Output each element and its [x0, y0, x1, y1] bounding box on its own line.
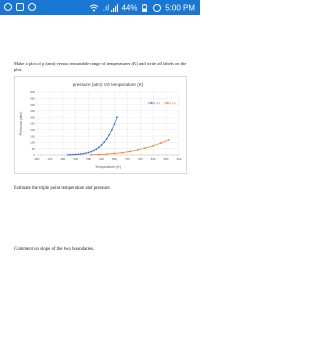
data-point-s-l	[98, 146, 100, 148]
legend-marker-l-v	[167, 102, 169, 104]
chart-title: pressure (atm) VS temperature (K)	[72, 82, 144, 87]
data-point-s-l	[85, 152, 87, 154]
data-point-s-l	[75, 154, 77, 156]
series-line-l-v	[91, 140, 168, 155]
comment-instruction: Comment on slope of the two boundaries.	[14, 247, 95, 252]
data-point-s-l	[93, 150, 95, 152]
x-tick-label: 880	[163, 157, 169, 161]
whatsapp-icon	[4, 3, 12, 11]
data-point-s-l	[101, 144, 103, 146]
chart-svg	[15, 77, 188, 175]
legend-label-l-v: l-v	[172, 101, 176, 106]
estimate-instruction: Estimate the triple point temperature and pressure.	[14, 186, 111, 191]
x-tick-label: 430	[47, 157, 53, 161]
data-point-l-v	[121, 152, 123, 154]
data-point-s-l	[88, 152, 90, 154]
y-tick-label: 300	[30, 115, 35, 120]
system-status	[89, 3, 195, 12]
x-tick-label: 730	[124, 157, 130, 161]
data-point-l-v	[106, 153, 108, 155]
data-point-l-v	[152, 145, 154, 147]
data-point-s-l	[95, 148, 97, 150]
y-tick-label: 350	[30, 109, 35, 114]
x-tick-label: 380	[34, 157, 40, 161]
plot-instruction: Make a plot of p (atm) versus reasonable range of temperatures (K) and write all labels on the plot.	[14, 61, 187, 73]
data-point-s-l	[108, 134, 110, 136]
x-tick-label: 780	[137, 157, 143, 161]
data-point-s-l	[67, 154, 69, 156]
data-point-l-v	[129, 151, 131, 153]
y-tick-label: 0	[33, 153, 35, 158]
legend-marker-s-l	[151, 102, 153, 104]
data-point-s-l	[114, 123, 116, 125]
y-tick-label: 100	[30, 140, 35, 145]
alarm-icon	[153, 4, 161, 12]
x-tick-label: 930	[176, 157, 182, 161]
data-point-l-v	[137, 149, 139, 151]
data-point-l-v	[145, 147, 147, 149]
data-point-s-l	[111, 129, 113, 131]
y-tick-label: 250	[30, 121, 35, 126]
battery-percent: 44%	[121, 3, 138, 13]
y-tick-label: 200	[30, 128, 35, 132]
data-point-s-l	[83, 153, 85, 155]
instagram-icon	[16, 3, 24, 11]
y-tick-label: 450	[30, 96, 35, 101]
signal-strength: .ıl	[102, 3, 110, 13]
data-point-s-l	[116, 116, 118, 118]
data-point-l-v	[160, 142, 162, 144]
data-point-s-l	[80, 153, 82, 155]
data-point-l-v	[90, 154, 92, 156]
x-axis-label: Temperature (K)	[95, 165, 121, 169]
data-point-s-l	[72, 154, 74, 156]
data-point-s-l	[90, 151, 92, 153]
data-point-l-v	[114, 153, 116, 155]
notification-icons	[4, 3, 38, 12]
data-point-l-v	[98, 154, 100, 156]
data-point-s-l	[103, 141, 105, 143]
data-point-s-l	[70, 154, 72, 156]
clock-time: 5:00 PM	[165, 3, 195, 13]
x-tick-label: 680	[112, 157, 117, 161]
y-axis-label: Pressure (atm)	[19, 111, 23, 136]
cellular-signal-icon	[111, 4, 118, 12]
x-tick-label: 480	[60, 157, 66, 161]
data-point-l-v	[168, 139, 170, 141]
pressure-temperature-chart	[14, 76, 187, 174]
data-point-s-l	[77, 153, 79, 155]
status-bar	[0, 0, 200, 15]
data-point-s-l	[106, 138, 108, 140]
messenger-icon	[28, 3, 36, 11]
battery-icon	[142, 4, 147, 12]
y-tick-label: 500	[30, 90, 35, 95]
y-tick-label: 400	[30, 102, 35, 107]
x-tick-label: 630	[99, 157, 104, 161]
wifi-icon	[89, 4, 99, 12]
x-tick-label: 580	[86, 157, 92, 161]
x-tick-label: 530	[73, 157, 79, 161]
x-tick-label: 830	[150, 157, 156, 161]
legend-label-s-l: s-l	[156, 101, 160, 106]
y-tick-label: 50	[31, 146, 35, 151]
y-tick-label: 150	[30, 134, 35, 139]
